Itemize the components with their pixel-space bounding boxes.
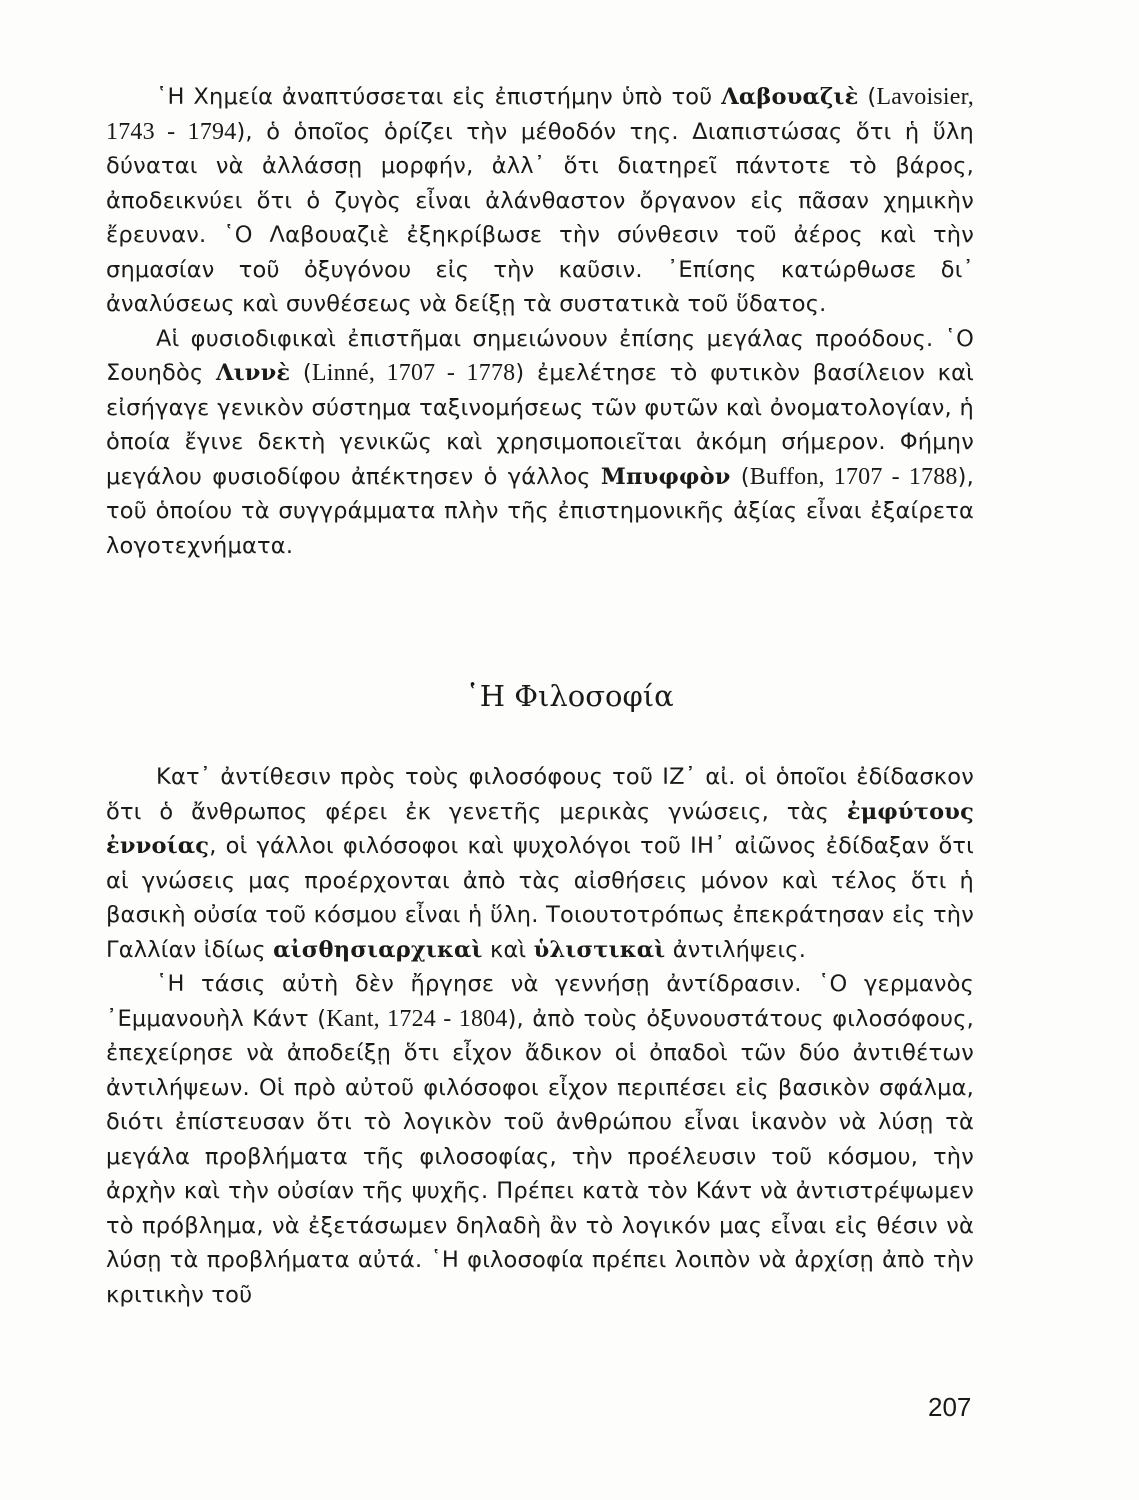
name-lavoisier: Λαβουαζιὲ xyxy=(721,84,859,110)
term-sensualist: αἰσθησιαρχικαὶ xyxy=(273,936,483,963)
paragraph-french-philosophers: Κατ᾽ ἀντίθεσιν πρὸς τοὺς φιλοσόφους τοῦ ΙΖ᾽ αἰ. οἱ ὁποῖοι ἐδίδασκον ὅτι ὁ ἄνθρωπος φέρει ἐκ γενετῆς μερικὰς γνώσεις, τὰς ἐμφύτους ἐννοίας, οἱ γάλλοι φιλόσοφοι καὶ ψυχολόγοι τοῦ ΙΗ᾽ αἰῶνος ἐδίδαξαν ὅτι αἱ γνώσεις μας προέρχονται ἀπὸ τὰς αἰσθήσεις μόνον καὶ τέλος ὅτι ἡ βασικὴ οὐσία τοῦ κόσμου εἶναι ἡ ὕλη. Τοιουτοτρόπως ἐπεκράτησαν εἰς τὴν Γαλλίαν ἰδίως αἰσθησιαρχικαὶ καὶ ὑλιστικαὶ ἀντιλήψεις. xyxy=(106,764,974,963)
paragraph-chemistry: ῾Η Χημεία ἀναπτύσσεται εἰς ἐπιστήμην ὑπὸ τοῦ Λαβουαζιὲ (Lavoisier, 1743 - 1794), ὁ ὁποῖος ὁρίζει τὴν μέθοδόν της. Διαπιστώσας ὅτι ἡ ὕλη δύναται νὰ ἀλλάσσῃ μορφήν, ἀλλ᾽ ὅτι διατηρεῖ πάντοτε τὸ βάρος, ἀποδεικνύει ὅτι ὁ ζυγὸς εἶναι ἀλάνθαστον ὄργανον εἰς πᾶσαν χημικὴν ἔρευναν. ῾Ο Λαβουαζιὲ ἐξηκρίβωσε τὴν σύνθεσιν τοῦ ἀέρος καὶ τὴν σημασίαν τοῦ ὀξυγόνου εἰς τὴν καῦσιν. ᾽Επίσης κατώρθωσε δι᾽ ἀναλύσεως καὶ συνθέσεως νὰ δείξῃ τὰ συστατικὰ τοῦ ὕδατος. xyxy=(106,84,974,317)
term-innate-ideas: ἐμφύτους ἐννοίας xyxy=(106,798,974,859)
upper-text-block xyxy=(106,80,974,563)
section-heading: ῾Η Φιλοσοφία xyxy=(465,679,674,713)
name-linne: Λιννὲ xyxy=(216,360,291,386)
term-materialist: ὑλιστικαὶ xyxy=(533,936,666,963)
name-buffon: Μπυφφὸν xyxy=(600,463,731,490)
paragraph-natural-sciences: Αἱ φυσιοδιφικαὶ ἐπιστῆμαι σημειώνουν ἐπίσης μεγάλας προόδους. ῾Ο Σουηδὸς Λιννὲ (Linné, 1707 - 1778) ἐμελέτησε τὸ φυτικὸν βασίλειον καὶ εἰσήγαγε γενικὸν σύστημα ταξινομήσεως τῶν φυτῶν καὶ ὀνοματολογίαν, ἡ ὁποία ἔγινε δεκτὴ γενικῶς καὶ χρησιμοποιεῖται ἀκόμη σήμερον. Φήμην μεγάλου φυσιοδίφου ἀπέκτησεν ὁ γάλλος Μπυφφὸν (Buffon, 1707 - 1788), τοῦ ὁποίου τὰ συγγράμματα πλὴν τῆς ἐπιστημονικῆς ἀξίας εἶναι ἐξαίρετα λογοτεχνήματα. xyxy=(106,325,974,559)
lower-text-block xyxy=(106,760,974,1312)
page-number: 207 xyxy=(928,1392,972,1422)
paragraph-kant: ῾Η τάσις αὐτὴ δὲν ἤργησε νὰ γεννήσῃ ἀντίδρασιν. ῾Ο γερμανὸς ᾽Εμμανουὴλ Κάντ (Kant, 1724 - 1804), ἀπὸ τοὺς ὀξυνουστάτους φιλοσόφους, ἐπεχείρησε νὰ ἀποδείξῃ ὅτι εἶχον ἄδικον οἱ ὀπαδοὶ τῶν δύο ἀντιθέτων ἀντιλήψεων. Οἱ πρὸ αὐτοῦ φιλόσοφοι εἶχον περιπέσει εἰς βασικὸν σφάλμα, διότι ἐπίστευσαν ὅτι τὸ λογικὸν τοῦ ἀνθρώπου εἶναι ἱκανὸν νὰ λύσῃ τὰ μεγάλα προβλήματα τῆς φιλοσοφίας, τὴν προέλευσιν τοῦ κόσμου, τὴν ἀρχὴν καὶ τὴν οὐσίαν τῆς ψυχῆς. Πρέπει κατὰ τὸν Κάντ νὰ ἀντιστρέψωμεν τὸ πρόβλημα, νὰ ἐξετάσωμεν δηλαδὴ ἂν τὸ λογικόν μας εἶναι εἰς θέσιν νὰ λύσῃ τὰ προβλήματα αὐτά. ῾Η φιλοσοφία πρέπει λοιπὸν νὰ ἀρχίσῃ ἀπὸ τὴν κριτικὴν τοῦ xyxy=(106,971,974,1308)
